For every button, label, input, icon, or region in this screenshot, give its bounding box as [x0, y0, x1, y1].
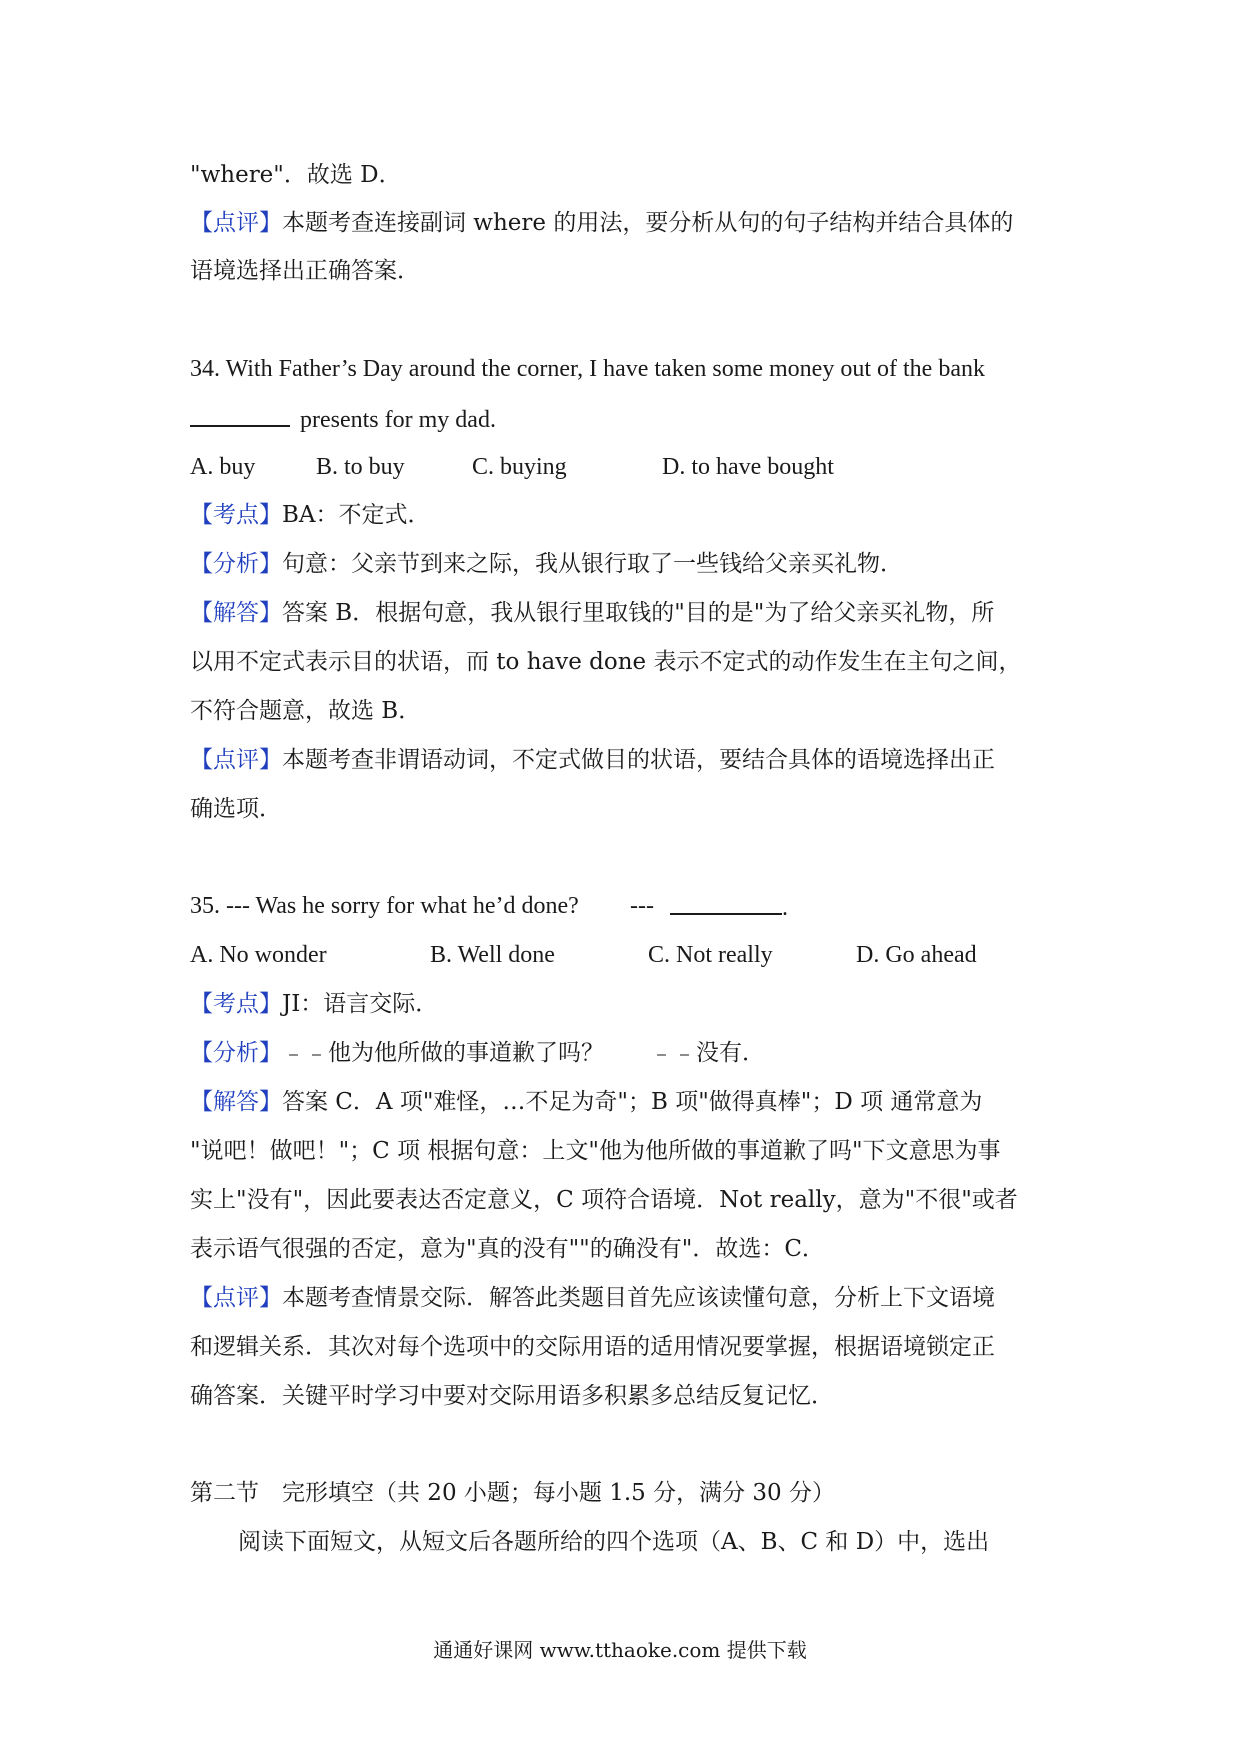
question-35-jieda-line4: 表示语气很强的否定，意为"真的没有""的确没有"．故选：C．	[190, 1236, 825, 1262]
fenxi-tag: 【分析】	[190, 551, 282, 577]
jieda-tag: 【解答】	[190, 600, 282, 626]
option-a: A. No wonder	[190, 942, 327, 968]
question-35-dianping-line3: 确答案．关键平时学习中要对交际用语多积累多总结反复记忆．	[190, 1383, 834, 1409]
question-35-jieda-line3: 实上"没有"，因此要表达否定意义，C 项符合语境．Not really，意为"不很"或者	[190, 1187, 1018, 1213]
option-b: B. Well done	[430, 942, 555, 968]
kaodian-tag: 【考点】	[190, 502, 282, 528]
question-34-dianping-line2: 确选项．	[190, 796, 282, 822]
option-c: C. buying	[472, 454, 567, 480]
question-34-kaodian: 【考点】BA：不定式．	[190, 502, 431, 528]
dianping-tag: 【点评】	[190, 1285, 282, 1311]
question-35-fenxi: 【分析】﹣﹣他为他所做的事道歉了吗？ ﹣﹣没有．	[190, 1040, 765, 1066]
option-c: C. Not really	[648, 942, 773, 968]
comment-paragraph-line2: 语境选择出正确答案．	[190, 258, 420, 284]
question-35-dianping: 【点评】本题考查情景交际．解答此类题目首先应该读懂句意，分析上下文语境	[190, 1285, 995, 1311]
option-a: A. buy	[190, 454, 256, 480]
comment-tag: 【点评】	[190, 210, 282, 236]
question-34-fenxi: 【分析】句意：父亲节到来之际，我从银行取了一些钱给父亲买礼物．	[190, 551, 903, 577]
question-35-stem: 35. --- Was he sorry for what he’d done? --- .	[190, 893, 788, 921]
question-35-jieda: 【解答】答案 C．A 项"难怪，…不足为奇"；B 项"做得真棒"；D 项 通常意为	[190, 1089, 983, 1115]
answer-blank	[190, 403, 290, 427]
question-35-jieda-line2: "说吧！做吧！"；C 项 根据句意：上文"他为他所做的事道歉了吗"下文意思为事	[190, 1138, 1001, 1164]
question-34-jieda-line2: 以用不定式表示目的状语，而 to have done 表示不定式的动作发生在主句之间，	[190, 649, 1022, 675]
question-34-jieda: 【解答】答案 B．根据句意，我从银行里取钱的"目的是"为了给父亲买礼物，所	[190, 600, 995, 626]
section-heading: 第二节 完形填空（共 20 小题；每小题 1.5 分，满分 30 分）	[190, 1480, 835, 1506]
answer-conclusion: "where"．故选 D．	[190, 162, 402, 188]
answer-blank	[670, 891, 782, 915]
question-35-kaodian: 【考点】JI：语言交际．	[190, 991, 439, 1017]
option-d: D. to have bought	[662, 454, 834, 480]
question-35-dianping-line2: 和逻辑关系．其次对每个选项中的交际用语的适用情况要掌握，根据语境锁定正	[190, 1334, 995, 1360]
option-d: D. Go ahead	[856, 942, 977, 968]
question-34-stem: 34. With Father’s Day around the corner, I have taken some money out of the bank	[190, 356, 985, 382]
page-footer: 通通好课网 www.tthaoke.com 提供下载	[433, 1638, 807, 1662]
dianping-tag: 【点评】	[190, 747, 282, 773]
option-b: B. to buy	[316, 454, 405, 480]
kaodian-tag: 【考点】	[190, 991, 282, 1017]
jieda-tag: 【解答】	[190, 1089, 282, 1115]
fenxi-tag: 【分析】	[190, 1040, 282, 1066]
question-34-stem-line2: presents for my dad.	[190, 403, 1060, 435]
question-34-dianping: 【点评】本题考查非谓语动词，不定式做目的状语，要结合具体的语境选择出正	[190, 747, 995, 773]
comment-paragraph: 【点评】本题考查连接副词 where 的用法，要分析从句的句子结构并结合具体的	[190, 210, 1014, 236]
question-34-jieda-line3: 不符合题意，故选 B．	[190, 698, 422, 724]
section-instructions: 阅读下面短文，从短文后各题所给的四个选项（A、B、C 和 D）中，选出	[238, 1529, 990, 1555]
